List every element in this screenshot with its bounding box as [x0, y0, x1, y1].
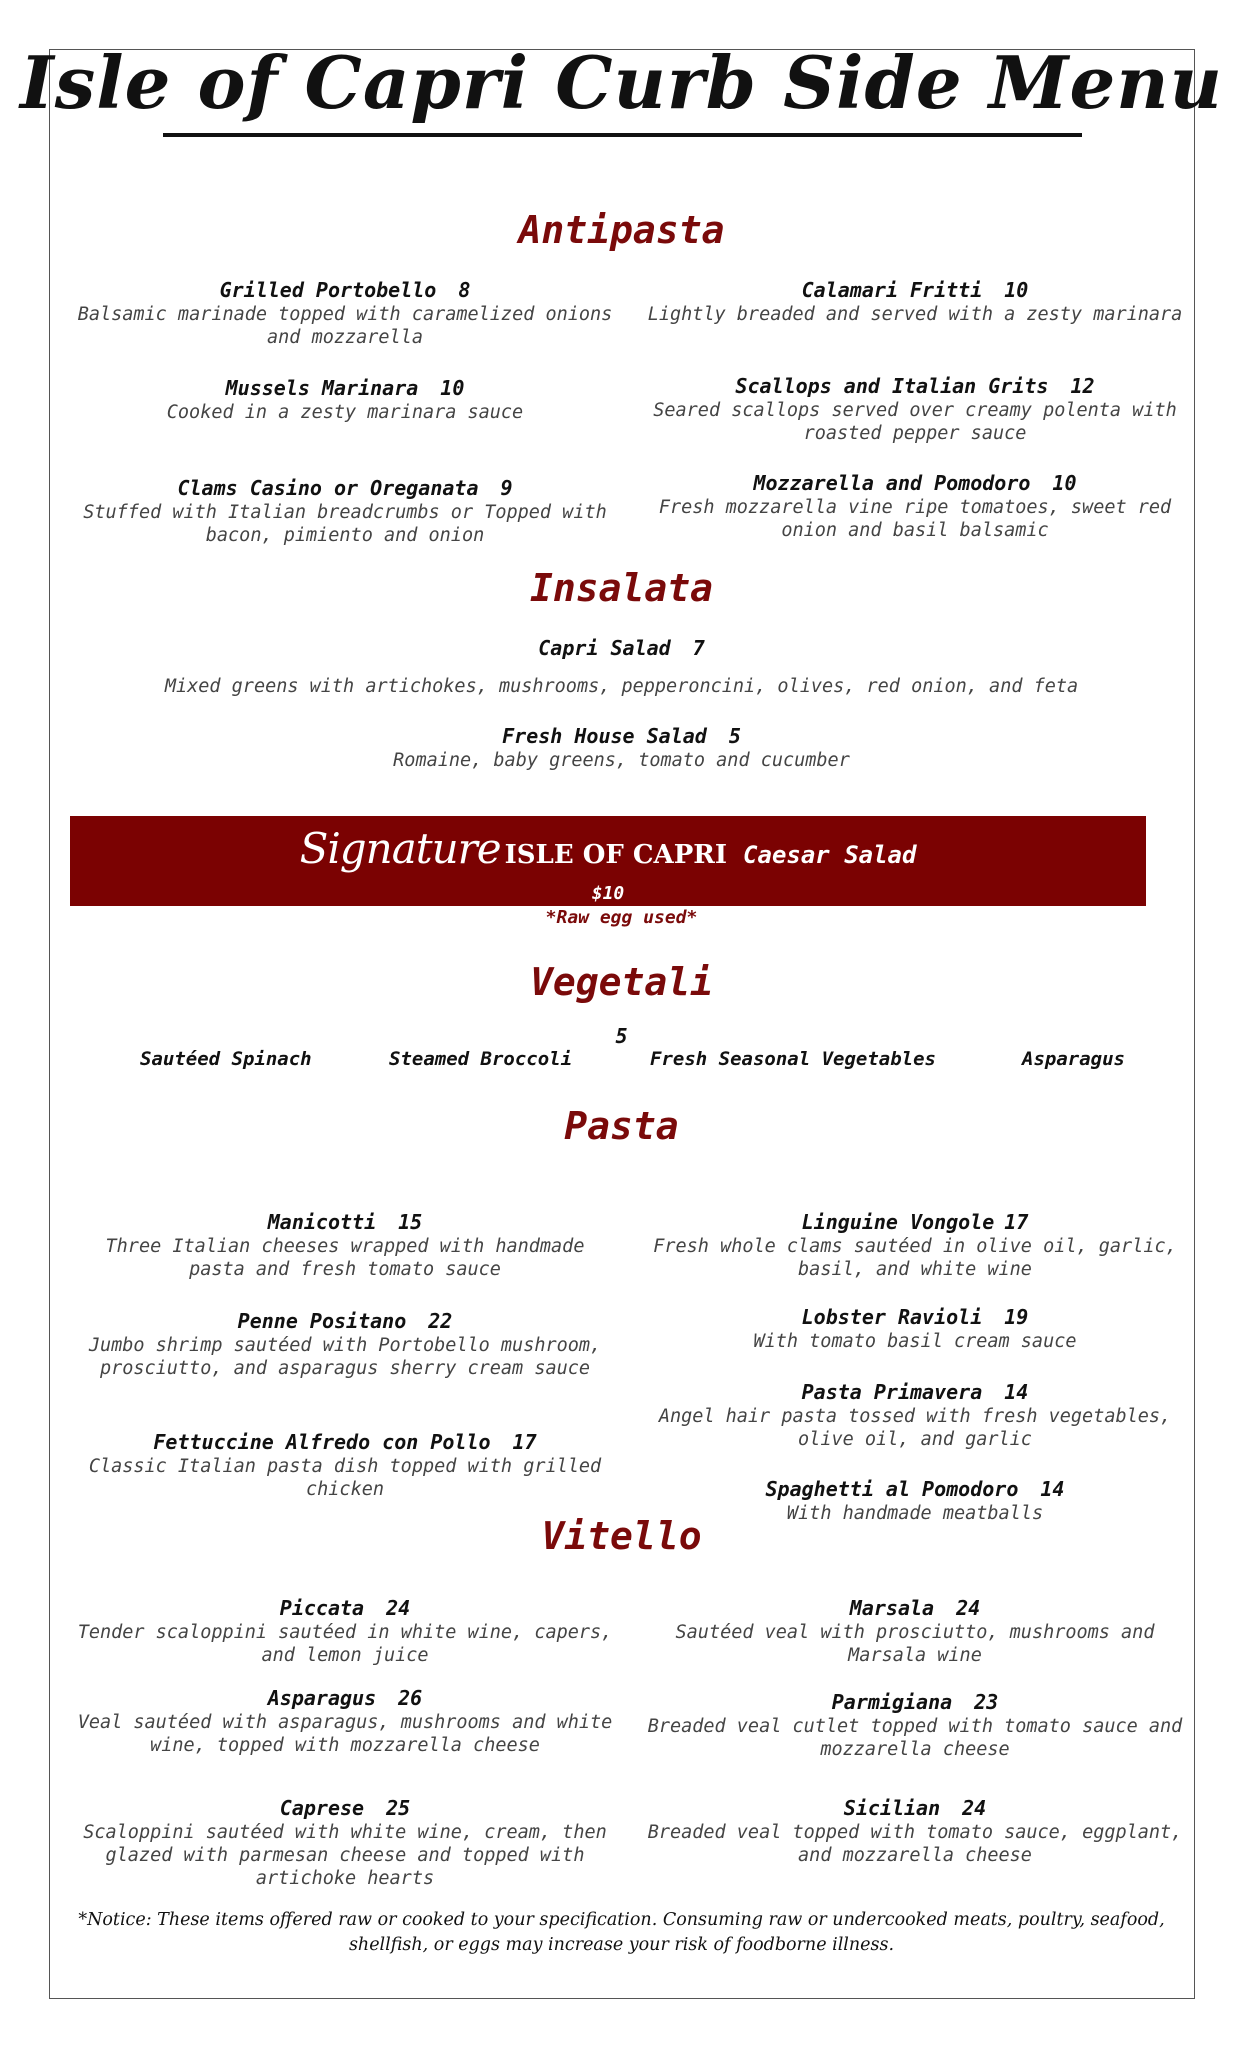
item-name: Piccata [279, 1596, 365, 1620]
item-description: Classic Italian pasta dish topped with grilled chicken [88, 1456, 602, 1500]
item-name: Clams Casino or Oreganata [177, 476, 479, 500]
item-description: Seared scallops served over creamy polenta with roasted pepper sauce [653, 400, 1177, 444]
section-heading-pasta: Pasta [564, 1104, 679, 1148]
signature-price: $10 [591, 883, 625, 904]
side-item-spinach: Sautéed Spinach [140, 1048, 312, 1070]
item-description: With handmade meatballs [786, 1503, 1044, 1524]
menu-title: Isle of Capri Curb Side Menu [20, 40, 1223, 125]
item-description: Breaded veal topped with tomato sauce, eggplant, and mozzarella cheese [647, 1822, 1183, 1866]
item-description: Jumbo shrimp sautéed with Portobello mushroom, prosciutto, and asparagus sherry cream sauce [88, 1335, 602, 1379]
item-price: 19 [1004, 1305, 1029, 1329]
menu-item-clams-casino [75, 476, 615, 547]
item-price: 15 [398, 1210, 423, 1234]
signature-banner [70, 816, 1146, 906]
menu-item-scallops-grits [640, 374, 1190, 445]
item-name: Linguine Vongole [801, 1210, 995, 1234]
item-price: 17 [512, 1430, 537, 1454]
menu-item-marsala [640, 1596, 1190, 1667]
menu-item-manicotti [75, 1210, 615, 1281]
item-name: Fettuccine Alfredo con Pollo [153, 1430, 491, 1454]
item-description: Stuffed with Italian breadcrumbs or Topped with bacon, pimiento and onion [83, 502, 607, 546]
item-description: Cooked in a zesty marinara sauce [166, 402, 524, 423]
signature-title [70, 824, 1146, 873]
menu-item-caprese [75, 1796, 615, 1890]
menu-item-mussels-marinara [75, 376, 615, 424]
item-price: 14 [1040, 1477, 1065, 1501]
menu-item-mozzarella-pomodoro [640, 471, 1190, 542]
section-heading-vegetali: Vegetali [529, 960, 714, 1004]
side-item-asparagus: Asparagus [1022, 1048, 1125, 1070]
item-description: Fresh whole clams sautéed in olive oil, garlic, basil, and white wine [653, 1236, 1177, 1280]
item-price: 24 [386, 1596, 411, 1620]
signature-script-text: Signature [299, 824, 501, 873]
item-description: Three Italian cheeses wrapped with handmade pasta and fresh tomato sauce [105, 1236, 585, 1280]
item-description: Fresh mozzarella vine ripe tomatoes, sweet red onion and basil balsamic [658, 497, 1172, 541]
item-name: Spaghetti al Pomodoro [765, 1477, 1019, 1501]
item-price: 8 [458, 278, 471, 302]
item-name: Caprese [279, 1796, 365, 1820]
item-description: With tomato basil cream sauce [753, 1331, 1077, 1352]
item-name: Calamari Fritti [801, 278, 983, 302]
item-price: 7 [692, 636, 705, 660]
item-description: Tender scaloppini sautéed in white wine, capers, and lemon juice [77, 1622, 613, 1666]
item-name: Sicilian [843, 1796, 941, 1820]
menu-item-lobster-ravioli [640, 1305, 1190, 1353]
item-name: Lobster Ravioli [801, 1305, 983, 1329]
food-safety-notice: *Notice: These items offered raw or cooked to your specification. Consuming raw or undercooked meats, poultry, seafood, shellfish, or eggs may increase your risk of foodborne illness. [78, 1910, 1165, 1955]
item-description: Balsamic marinade topped with caramelized onions and mozzarella [77, 304, 613, 348]
item-price: 24 [956, 1596, 981, 1620]
menu-item-calamari-fritti [640, 278, 1190, 326]
menu-item-sicilian [640, 1796, 1190, 1867]
menu-item-asparagus-veal [75, 1686, 615, 1757]
item-name: Fresh House Salad [502, 724, 707, 748]
item-description: Sautéed veal with prosciutto, mushrooms and Marsala wine [675, 1622, 1155, 1666]
item-price: 24 [962, 1796, 987, 1820]
menu-item-linguine-vongole [640, 1210, 1190, 1281]
item-price: 10 [1052, 471, 1077, 495]
item-description: Breaded veal cutlet topped with tomato sauce and mozzarella cheese [647, 1716, 1183, 1760]
item-price: 22 [428, 1309, 453, 1333]
item-name: Capri Salad [538, 636, 671, 660]
item-name: Manicotti [267, 1210, 377, 1234]
menu-item-pasta-primavera [640, 1380, 1190, 1451]
section-heading-antipasta: Antipasta [518, 208, 725, 252]
item-name: Penne Positano [237, 1309, 407, 1333]
item-description: Mixed greens with artichokes, mushrooms, pepperoncini, olives, red onion, and feta [164, 676, 1079, 697]
menu-item-house-salad [60, 724, 1183, 772]
item-price: 14 [1004, 1380, 1029, 1404]
menu-item-parmigiana [640, 1690, 1190, 1761]
item-name: Mozzarella and Pomodoro [753, 471, 1031, 495]
item-name: Scallops and Italian Grits [735, 374, 1049, 398]
item-name: Pasta Primavera [801, 1380, 983, 1404]
item-description: Angel hair pasta tossed with fresh vegetables, olive oil, and garlic [658, 1406, 1172, 1450]
section-heading-vitello: Vitello [541, 1514, 702, 1558]
item-price: 23 [974, 1690, 999, 1714]
item-price: 5 [728, 724, 741, 748]
item-price: 25 [386, 1796, 411, 1820]
signature-caps-text: ISLE OF CAPRI [504, 840, 728, 870]
raw-egg-note: *Raw egg used* [545, 907, 698, 928]
menu-item-piccata [75, 1596, 615, 1667]
item-price: 9 [500, 476, 513, 500]
section-heading-insalata: Insalata [529, 566, 714, 610]
item-price: 12 [1070, 374, 1095, 398]
item-name: Grilled Portobello [219, 278, 437, 302]
item-description: Veal sautéed with asparagus, mushrooms and white wine, topped with mozzarella cheese [77, 1712, 613, 1756]
menu-item-penne-positano [75, 1309, 615, 1380]
item-name: Parmigiana [831, 1690, 953, 1714]
item-price: 17 [1004, 1210, 1029, 1234]
item-price: 10 [1004, 278, 1029, 302]
item-description: Scaloppini sautéed with white wine, cream, then glazed with parmesan cheese and topped with artichoke hearts [83, 1822, 607, 1889]
item-price: 10 [440, 376, 465, 400]
signature-dish-name: Caesar Salad [743, 841, 917, 869]
item-name: Mussels Marinara [225, 376, 419, 400]
menu-item-fettuccine-alfredo [75, 1430, 615, 1501]
side-item-seasonal-vegetables: Fresh Seasonal Vegetables [650, 1048, 936, 1070]
menu-item-grilled-portobello [75, 278, 615, 349]
item-description: Lightly breaded and served with a zesty marinara [647, 304, 1183, 325]
vegetali-price: 5 [615, 1024, 628, 1048]
menu-item-capri-salad [60, 636, 1183, 698]
item-name: Marsala [849, 1596, 935, 1620]
item-name: Asparagus [267, 1686, 377, 1710]
title-underline [163, 133, 1082, 137]
side-item-broccoli: Steamed Broccoli [389, 1048, 573, 1070]
item-description: Romaine, baby greens, tomato and cucumber [393, 750, 850, 771]
item-price: 26 [398, 1686, 423, 1710]
